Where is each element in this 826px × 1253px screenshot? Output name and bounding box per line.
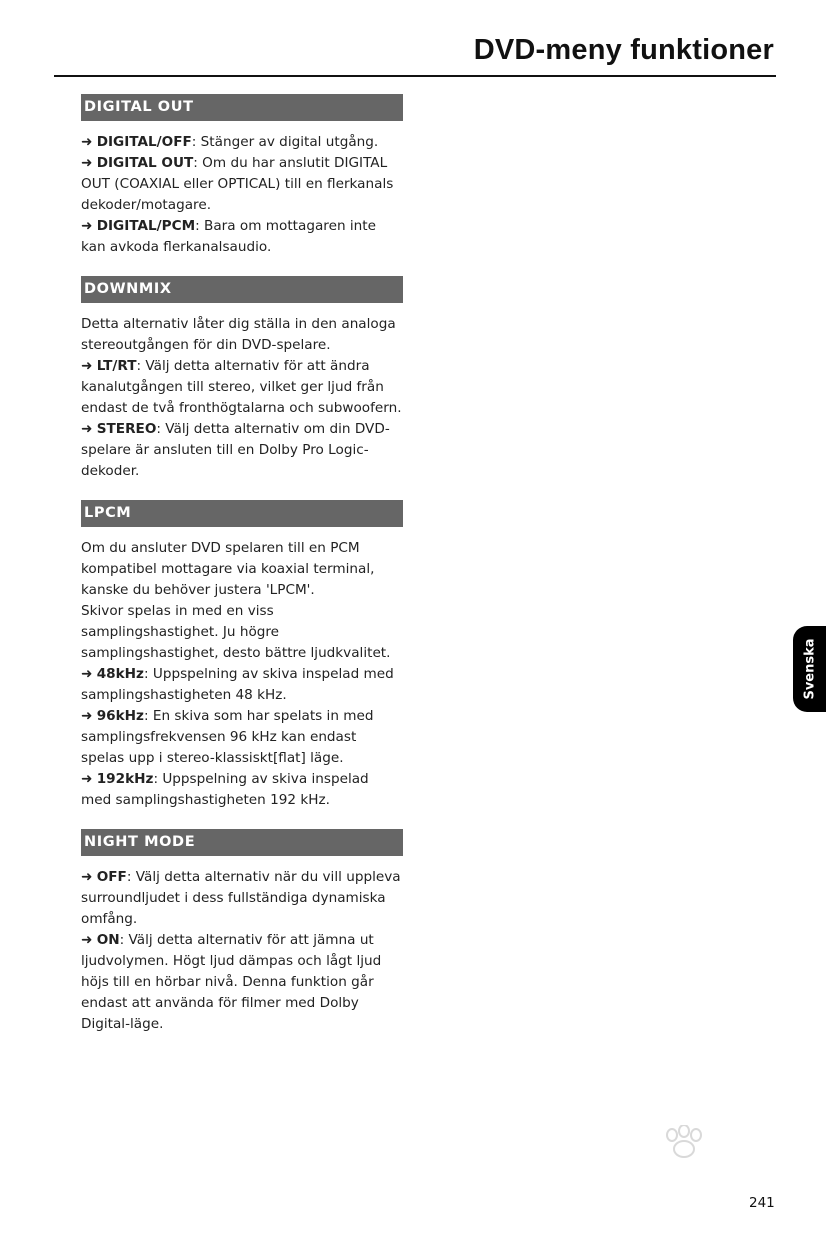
option-item [81, 867, 403, 930]
section-intro: Om du ansluter DVD spelaren till en PCM kompatibel mottagare via koaxial terminal, kanske du behöver justera 'LPCM'. [81, 540, 375, 598]
option-description: : En skiva som har spelats in med samplingsfrekvensen 96 kHz kan endast spelas upp i stereo-klassiskt[flat] läge. [81, 708, 374, 766]
page-number: 241 [749, 1195, 775, 1211]
title-rule [54, 75, 776, 77]
arrow-icon: ➜ [81, 869, 93, 885]
option-term: LT/RT [96, 358, 137, 374]
option-item [81, 664, 403, 706]
option-term: 48kHz [96, 666, 144, 682]
option-term: OFF [96, 869, 127, 885]
option-item [81, 356, 403, 419]
option-item [81, 132, 403, 153]
option-description: : Stänger av digital utgång. [191, 134, 379, 150]
option-description: : Om du har anslutit DIGITAL OUT (COAXIAL eller OPTICAL) till en flerkanals dekoder/motagare. [81, 155, 394, 213]
option-term: ON [96, 932, 120, 948]
section-night-mode [81, 829, 403, 1035]
section-heading: DOWNMIX [81, 276, 403, 303]
option-description: : Uppspelning av skiva inspelad med samplingshastigheten 192 kHz. [81, 771, 369, 808]
option-item [81, 153, 403, 216]
arrow-icon: ➜ [81, 218, 93, 234]
section-downmix [81, 276, 403, 482]
option-item [81, 216, 403, 258]
arrow-icon: ➜ [81, 771, 93, 787]
option-item [81, 419, 403, 482]
option-description: : Välj detta alternativ för att ändra kanalutgången till stereo, vilket ger ljud från endast de två fronthögtalarna och subwoofern. [81, 358, 402, 416]
section-heading: NIGHT MODE [81, 829, 403, 856]
option-term: DIGITAL/OFF [96, 134, 192, 150]
option-description: : Bara om mottagaren inte kan avkoda flerkanalsaudio. [81, 218, 376, 255]
section-heading: LPCM [81, 500, 403, 527]
section-intro: Detta alternativ låter dig ställa in den analoga stereoutgången för din DVD-spelare. [81, 316, 396, 353]
arrow-icon: ➜ [81, 421, 93, 437]
option-term: DIGITAL OUT [96, 155, 194, 171]
option-description: : Välj detta alternativ när du vill uppleva surroundljudet i dess fullständiga dynamiska omfång. [81, 869, 401, 927]
option-item [81, 706, 403, 769]
section-intro: Skivor spelas in med en viss samplingshastighet. Ju högre samplingshastighet, desto bättre ljudkvalitet. [81, 603, 391, 661]
option-term: 192kHz [96, 771, 154, 787]
option-item [81, 930, 403, 1035]
option-term: DIGITAL/PCM [96, 218, 196, 234]
arrow-icon: ➜ [81, 155, 93, 171]
section-lpcm [81, 500, 403, 811]
content-column [81, 94, 403, 1053]
option-term: STEREO [96, 421, 157, 437]
option-term: 96kHz [96, 708, 144, 724]
option-description: : Välj detta alternativ om din DVD-spelare är ansluten till en Dolby Pro Logic-dekoder. [81, 421, 390, 479]
language-tab [793, 626, 826, 712]
arrow-icon: ➜ [81, 708, 93, 724]
arrow-icon: ➜ [81, 358, 93, 374]
section-heading: DIGITAL OUT [81, 94, 403, 121]
arrow-icon: ➜ [81, 134, 93, 150]
arrow-icon: ➜ [81, 932, 93, 948]
option-description: : Välj detta alternativ för att jämna ut ljudvolymen. Högt ljud dämpas och lågt ljud höjs till en hörbar nivå. Denna funktion går endast att använda för filmer med Dolby Digital-läge. [81, 932, 382, 1032]
section-digital-out [81, 94, 403, 258]
arrow-icon: ➜ [81, 666, 93, 682]
page-title: DVD-meny funktioner [473, 34, 774, 66]
option-description: : Uppspelning av skiva inspelad med samplingshastigheten 48 kHz. [81, 666, 394, 703]
option-item [81, 769, 403, 811]
language-tab-label: Svenska [802, 638, 818, 700]
